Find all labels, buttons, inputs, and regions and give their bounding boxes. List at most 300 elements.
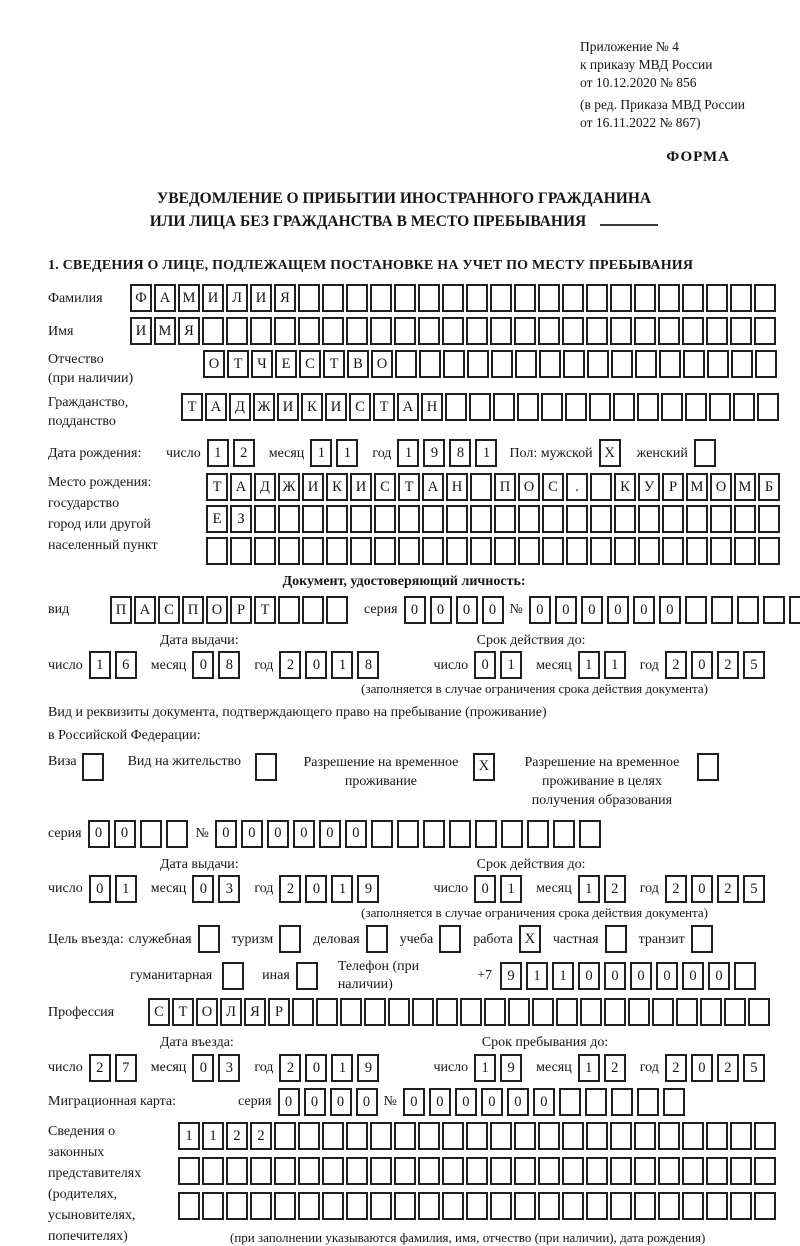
char-cell[interactable] [467, 350, 489, 378]
char-cell[interactable]: 0 [293, 820, 315, 848]
char-cell[interactable]: 0 [345, 820, 367, 848]
char-cell[interactable] [254, 505, 276, 533]
char-cell[interactable] [748, 998, 770, 1026]
char-cell[interactable] [589, 393, 611, 421]
char-cell[interactable] [326, 505, 348, 533]
phone-boxes[interactable] [500, 962, 760, 990]
char-cell[interactable] [370, 1122, 392, 1150]
char-cell[interactable]: Д [254, 473, 276, 501]
char-cell[interactable]: 0 [356, 1088, 378, 1116]
char-cell[interactable]: С [148, 998, 170, 1026]
char-cell[interactable] [371, 820, 393, 848]
char-cell[interactable] [346, 284, 368, 312]
char-cell[interactable] [585, 1088, 607, 1116]
char-cell[interactable]: 0 [278, 1088, 300, 1116]
char-cell[interactable] [398, 537, 420, 565]
char-cell[interactable] [563, 350, 585, 378]
purpose-work-checkbox[interactable] [519, 925, 543, 953]
char-cell[interactable]: 0 [529, 596, 551, 624]
char-cell[interactable] [388, 998, 410, 1026]
char-cell[interactable] [250, 1192, 272, 1220]
gender-female-checkbox[interactable] [694, 439, 720, 467]
char-cell[interactable]: 0 [474, 651, 496, 679]
char-cell[interactable]: 1 [604, 651, 626, 679]
char-cell[interactable]: 0 [404, 596, 426, 624]
char-cell[interactable]: 1 [331, 1054, 353, 1082]
char-cell[interactable] [590, 505, 612, 533]
char-cell[interactable] [611, 1088, 633, 1116]
char-cell[interactable] [685, 596, 707, 624]
char-cell[interactable]: М [734, 473, 756, 501]
char-cell[interactable] [610, 1122, 632, 1150]
char-cell[interactable] [605, 925, 627, 953]
char-cell[interactable]: Р [230, 596, 252, 624]
char-cell[interactable]: И [250, 284, 272, 312]
char-cell[interactable] [763, 596, 785, 624]
char-cell[interactable] [758, 505, 780, 533]
char-cell[interactable] [470, 505, 492, 533]
char-cell[interactable] [346, 1122, 368, 1150]
char-cell[interactable] [541, 393, 563, 421]
char-cell[interactable] [586, 1157, 608, 1185]
char-cell[interactable]: 0 [429, 1088, 451, 1116]
char-cell[interactable]: К [614, 473, 636, 501]
char-cell[interactable] [515, 350, 537, 378]
char-cell[interactable] [634, 1122, 656, 1150]
char-cell[interactable] [198, 925, 220, 953]
char-cell[interactable]: С [299, 350, 321, 378]
char-cell[interactable] [709, 393, 731, 421]
char-cell[interactable]: 1 [310, 439, 332, 467]
char-cell[interactable] [298, 1192, 320, 1220]
char-cell[interactable]: А [154, 284, 176, 312]
char-cell[interactable] [586, 317, 608, 345]
char-cell[interactable] [346, 317, 368, 345]
char-cell[interactable] [707, 350, 729, 378]
char-cell[interactable] [731, 350, 753, 378]
char-cell[interactable] [613, 393, 635, 421]
char-cell[interactable]: Б [758, 473, 780, 501]
char-cell[interactable]: 3 [218, 875, 240, 903]
char-cell[interactable]: 0 [659, 596, 681, 624]
char-cell[interactable] [610, 1157, 632, 1185]
char-cell[interactable] [322, 1192, 344, 1220]
char-cell[interactable] [614, 505, 636, 533]
char-cell[interactable] [514, 1122, 536, 1150]
char-cell[interactable] [638, 505, 660, 533]
char-cell[interactable] [757, 393, 779, 421]
char-cell[interactable]: 1 [500, 651, 522, 679]
char-cell[interactable] [442, 317, 464, 345]
char-cell[interactable]: 0 [604, 962, 626, 990]
char-cell[interactable]: А [134, 596, 156, 624]
char-cell[interactable] [635, 350, 657, 378]
char-cell[interactable] [758, 537, 780, 565]
char-cell[interactable] [226, 1157, 248, 1185]
char-cell[interactable] [254, 537, 276, 565]
char-cell[interactable] [562, 284, 584, 312]
char-cell[interactable]: 9 [357, 1054, 379, 1082]
char-cell[interactable] [755, 350, 777, 378]
char-cell[interactable] [439, 925, 461, 953]
char-cell[interactable]: Л [226, 284, 248, 312]
char-cell[interactable] [442, 1192, 464, 1220]
char-cell[interactable]: У [638, 473, 660, 501]
char-cell[interactable] [508, 998, 530, 1026]
char-cell[interactable] [340, 998, 362, 1026]
char-cell[interactable]: 1 [474, 1054, 496, 1082]
char-cell[interactable] [517, 393, 539, 421]
char-cell[interactable] [730, 1192, 752, 1220]
char-cell[interactable]: 1 [578, 651, 600, 679]
char-cell[interactable]: 1 [202, 1122, 224, 1150]
char-cell[interactable]: Е [206, 505, 228, 533]
char-cell[interactable]: 0 [114, 820, 136, 848]
char-cell[interactable] [734, 537, 756, 565]
char-cell[interactable] [394, 1122, 416, 1150]
char-cell[interactable] [527, 820, 549, 848]
char-cell[interactable] [682, 1122, 704, 1150]
char-cell[interactable]: М [178, 284, 200, 312]
char-cell[interactable]: 0 [192, 651, 214, 679]
char-cell[interactable] [737, 596, 759, 624]
char-cell[interactable]: 1 [207, 439, 229, 467]
char-cell[interactable] [586, 1192, 608, 1220]
char-cell[interactable]: 2 [233, 439, 255, 467]
char-cell[interactable] [466, 317, 488, 345]
char-cell[interactable]: 2 [279, 651, 301, 679]
char-cell[interactable] [691, 925, 713, 953]
char-cell[interactable]: А [205, 393, 227, 421]
char-cell[interactable]: 2 [717, 651, 739, 679]
char-cell[interactable]: 0 [581, 596, 603, 624]
char-cell[interactable]: 2 [604, 1054, 626, 1082]
char-cell[interactable] [395, 350, 417, 378]
char-cell[interactable] [322, 1122, 344, 1150]
char-cell[interactable] [394, 317, 416, 345]
char-cell[interactable] [484, 998, 506, 1026]
char-cell[interactable] [460, 998, 482, 1026]
char-cell[interactable]: Я [274, 284, 296, 312]
char-cell[interactable] [754, 317, 776, 345]
char-cell[interactable] [706, 1192, 728, 1220]
char-cell[interactable] [302, 537, 324, 565]
char-cell[interactable] [590, 537, 612, 565]
char-cell[interactable]: 0 [215, 820, 237, 848]
char-cell[interactable] [682, 317, 704, 345]
char-cell[interactable] [658, 284, 680, 312]
char-cell[interactable] [706, 284, 728, 312]
char-cell[interactable] [634, 1157, 656, 1185]
char-cell[interactable] [514, 284, 536, 312]
char-cell[interactable]: 0 [481, 1088, 503, 1116]
gender-male-checkbox[interactable] [599, 439, 625, 467]
char-cell[interactable] [442, 284, 464, 312]
char-cell[interactable] [418, 1192, 440, 1220]
char-cell[interactable] [490, 1157, 512, 1185]
char-cell[interactable] [494, 505, 516, 533]
char-cell[interactable] [397, 820, 419, 848]
char-cell[interactable]: Т [254, 596, 276, 624]
char-cell[interactable] [730, 284, 752, 312]
char-cell[interactable] [542, 537, 564, 565]
char-cell[interactable]: М [154, 317, 176, 345]
char-cell[interactable]: 8 [218, 651, 240, 679]
char-cell[interactable] [82, 753, 104, 781]
char-cell[interactable]: О [518, 473, 540, 501]
char-cell[interactable] [610, 1192, 632, 1220]
char-cell[interactable] [470, 537, 492, 565]
char-cell[interactable]: 2 [279, 875, 301, 903]
char-cell[interactable]: 9 [500, 1054, 522, 1082]
char-cell[interactable] [226, 317, 248, 345]
char-cell[interactable]: П [182, 596, 204, 624]
char-cell[interactable] [302, 505, 324, 533]
char-cell[interactable] [493, 393, 515, 421]
char-cell[interactable]: 0 [192, 1054, 214, 1082]
purpose-tourism-checkbox[interactable] [279, 925, 303, 953]
char-cell[interactable]: 0 [630, 962, 652, 990]
char-cell[interactable] [754, 1192, 776, 1220]
char-cell[interactable] [730, 317, 752, 345]
char-cell[interactable]: К [301, 393, 323, 421]
char-cell[interactable] [638, 537, 660, 565]
char-cell[interactable]: П [110, 596, 132, 624]
char-cell[interactable]: С [542, 473, 564, 501]
char-cell[interactable] [610, 317, 632, 345]
char-cell[interactable]: 0 [88, 820, 110, 848]
char-cell[interactable]: 8 [449, 439, 471, 467]
char-cell[interactable]: Т [206, 473, 228, 501]
char-cell[interactable]: 0 [533, 1088, 555, 1116]
char-cell[interactable]: Т [181, 393, 203, 421]
char-cell[interactable] [322, 284, 344, 312]
char-cell[interactable] [658, 1192, 680, 1220]
char-cell[interactable] [494, 537, 516, 565]
char-cell[interactable]: Ф [130, 284, 152, 312]
char-cell[interactable]: Н [421, 393, 443, 421]
char-cell[interactable] [442, 1122, 464, 1150]
char-cell[interactable]: 1 [475, 439, 497, 467]
purpose-official-checkbox[interactable] [198, 925, 222, 953]
char-cell[interactable]: 0 [507, 1088, 529, 1116]
char-cell[interactable] [418, 317, 440, 345]
char-cell[interactable] [586, 284, 608, 312]
char-cell[interactable] [566, 537, 588, 565]
char-cell[interactable] [296, 962, 318, 990]
char-cell[interactable]: С [158, 596, 180, 624]
char-cell[interactable] [706, 1122, 728, 1150]
char-cell[interactable]: 0 [430, 596, 452, 624]
char-cell[interactable]: 1 [331, 875, 353, 903]
char-cell[interactable]: 9 [423, 439, 445, 467]
char-cell[interactable]: 1 [552, 962, 574, 990]
char-cell[interactable]: 2 [665, 1054, 687, 1082]
char-cell[interactable] [470, 473, 492, 501]
char-cell[interactable]: 0 [304, 1088, 326, 1116]
char-cell[interactable] [637, 1088, 659, 1116]
char-cell[interactable] [662, 505, 684, 533]
char-cell[interactable] [418, 284, 440, 312]
char-cell[interactable]: Т [227, 350, 249, 378]
char-cell[interactable] [711, 596, 733, 624]
char-cell[interactable] [274, 1192, 296, 1220]
char-cell[interactable]: А [397, 393, 419, 421]
char-cell[interactable] [366, 925, 388, 953]
char-cell[interactable]: 1 [578, 1054, 600, 1082]
char-cell[interactable] [394, 1157, 416, 1185]
char-cell[interactable] [682, 1157, 704, 1185]
char-cell[interactable]: Р [268, 998, 290, 1026]
char-cell[interactable]: 0 [305, 651, 327, 679]
char-cell[interactable]: 2 [89, 1054, 111, 1082]
char-cell[interactable] [628, 998, 650, 1026]
char-cell[interactable]: 0 [456, 596, 478, 624]
char-cell[interactable]: Ж [253, 393, 275, 421]
char-cell[interactable] [694, 439, 716, 467]
char-cell[interactable] [274, 1122, 296, 1150]
char-cell[interactable] [538, 317, 560, 345]
char-cell[interactable] [663, 1088, 685, 1116]
char-cell[interactable] [637, 393, 659, 421]
purpose-private-checkbox[interactable] [605, 925, 629, 953]
char-cell[interactable] [466, 1192, 488, 1220]
char-cell[interactable] [789, 596, 800, 624]
char-cell[interactable] [586, 1122, 608, 1150]
char-cell[interactable] [538, 1192, 560, 1220]
char-cell[interactable]: М [686, 473, 708, 501]
char-cell[interactable] [514, 1157, 536, 1185]
char-cell[interactable]: Я [244, 998, 266, 1026]
char-cell[interactable]: 0 [708, 962, 730, 990]
char-cell[interactable] [370, 284, 392, 312]
char-cell[interactable] [614, 537, 636, 565]
char-cell[interactable] [490, 284, 512, 312]
char-cell[interactable] [412, 998, 434, 1026]
char-cell[interactable] [562, 1157, 584, 1185]
visa-checkbox[interactable] [82, 753, 106, 781]
char-cell[interactable]: О [710, 473, 732, 501]
char-cell[interactable] [754, 1122, 776, 1150]
char-cell[interactable] [346, 1192, 368, 1220]
char-cell[interactable] [700, 998, 722, 1026]
char-cell[interactable] [140, 820, 162, 848]
char-cell[interactable] [250, 1157, 272, 1185]
char-cell[interactable] [466, 1157, 488, 1185]
char-cell[interactable] [469, 393, 491, 421]
char-cell[interactable]: 0 [555, 596, 577, 624]
char-cell[interactable]: 6 [115, 651, 137, 679]
char-cell[interactable]: 0 [241, 820, 263, 848]
char-cell[interactable]: К [326, 473, 348, 501]
char-cell[interactable] [278, 505, 300, 533]
char-cell[interactable]: Т [373, 393, 395, 421]
char-cell[interactable]: В [347, 350, 369, 378]
char-cell[interactable] [370, 317, 392, 345]
char-cell[interactable]: 2 [226, 1122, 248, 1150]
char-cell[interactable]: 0 [578, 962, 600, 990]
char-cell[interactable]: Ж [278, 473, 300, 501]
char-cell[interactable]: 5 [743, 1054, 765, 1082]
char-cell[interactable] [370, 1192, 392, 1220]
char-cell[interactable] [706, 317, 728, 345]
char-cell[interactable]: 2 [717, 1054, 739, 1082]
char-cell[interactable]: 0 [607, 596, 629, 624]
char-cell[interactable]: С [349, 393, 371, 421]
char-cell[interactable] [514, 1192, 536, 1220]
char-cell[interactable] [316, 998, 338, 1026]
char-cell[interactable]: X [519, 925, 541, 953]
char-cell[interactable] [445, 393, 467, 421]
char-cell[interactable] [610, 284, 632, 312]
char-cell[interactable] [166, 820, 188, 848]
char-cell[interactable] [559, 1088, 581, 1116]
char-cell[interactable] [611, 350, 633, 378]
char-cell[interactable]: 0 [319, 820, 341, 848]
char-cell[interactable] [553, 820, 575, 848]
char-cell[interactable]: А [422, 473, 444, 501]
char-cell[interactable] [590, 473, 612, 501]
char-cell[interactable] [490, 1122, 512, 1150]
char-cell[interactable] [322, 317, 344, 345]
char-cell[interactable] [418, 1157, 440, 1185]
char-cell[interactable] [682, 1192, 704, 1220]
char-cell[interactable]: 0 [682, 962, 704, 990]
char-cell[interactable] [652, 998, 674, 1026]
char-cell[interactable] [676, 998, 698, 1026]
char-cell[interactable] [724, 998, 746, 1026]
char-cell[interactable] [475, 820, 497, 848]
char-cell[interactable] [422, 505, 444, 533]
char-cell[interactable]: 2 [604, 875, 626, 903]
char-cell[interactable] [394, 284, 416, 312]
char-cell[interactable] [178, 1157, 200, 1185]
char-cell[interactable]: Л [220, 998, 242, 1026]
char-cell[interactable]: 0 [656, 962, 678, 990]
char-cell[interactable] [658, 317, 680, 345]
char-cell[interactable]: 8 [357, 651, 379, 679]
char-cell[interactable]: И [350, 473, 372, 501]
char-cell[interactable]: 5 [743, 875, 765, 903]
char-cell[interactable] [364, 998, 386, 1026]
char-cell[interactable]: 5 [743, 651, 765, 679]
char-cell[interactable] [206, 537, 228, 565]
char-cell[interactable]: Н [446, 473, 468, 501]
char-cell[interactable]: 1 [178, 1122, 200, 1150]
char-cell[interactable]: 7 [115, 1054, 137, 1082]
char-cell[interactable] [730, 1122, 752, 1150]
char-cell[interactable]: А [230, 473, 252, 501]
char-cell[interactable] [532, 998, 554, 1026]
char-cell[interactable]: О [203, 350, 225, 378]
char-cell[interactable]: 0 [89, 875, 111, 903]
char-cell[interactable] [374, 505, 396, 533]
char-cell[interactable]: 1 [115, 875, 137, 903]
char-cell[interactable] [685, 393, 707, 421]
char-cell[interactable] [292, 998, 314, 1026]
char-cell[interactable] [222, 962, 244, 990]
char-cell[interactable] [518, 537, 540, 565]
char-cell[interactable] [274, 317, 296, 345]
char-cell[interactable]: 0 [482, 596, 504, 624]
char-cell[interactable] [538, 284, 560, 312]
purpose-business-checkbox[interactable] [366, 925, 390, 953]
char-cell[interactable] [449, 820, 471, 848]
char-cell[interactable]: 1 [500, 875, 522, 903]
char-cell[interactable]: 1 [89, 651, 111, 679]
char-cell[interactable] [565, 393, 587, 421]
char-cell[interactable] [562, 1192, 584, 1220]
